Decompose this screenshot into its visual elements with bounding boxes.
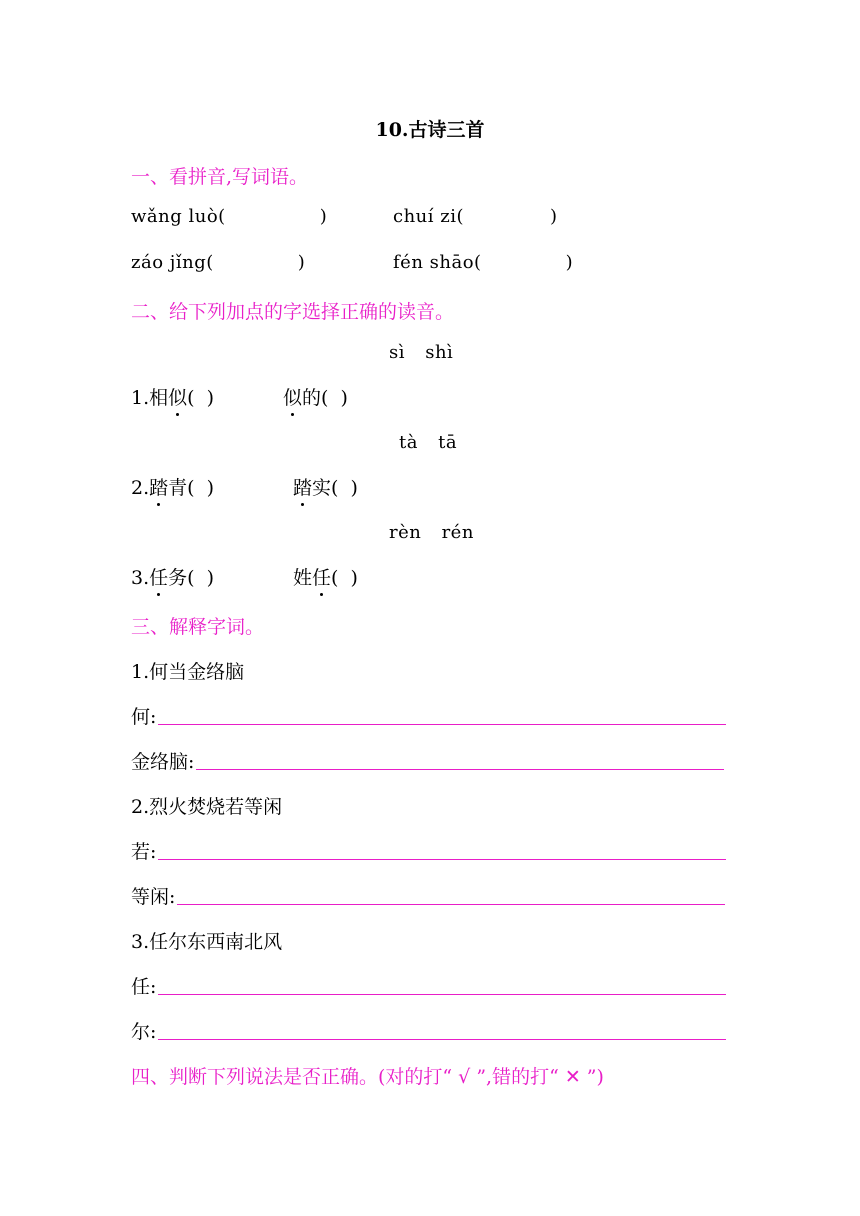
answer-paren: ( ) <box>331 567 358 589</box>
paren-close: ) <box>565 252 574 273</box>
readings-2: tà tā <box>399 432 458 453</box>
readings-3: rèn rén <box>389 522 474 543</box>
dotted-char: 任 <box>312 563 331 590</box>
answer-row <box>131 882 725 909</box>
page-title: 10.古诗三首 <box>375 119 485 141</box>
pinyin-item-2 <box>393 206 558 227</box>
word-part: 务 <box>168 567 188 589</box>
answer-row <box>131 1017 726 1044</box>
dotted-char: 似 <box>283 383 302 410</box>
answer-line[interactable] <box>196 769 724 770</box>
paren-close: ) <box>319 206 328 227</box>
answer-line[interactable] <box>158 859 726 860</box>
dotted-char: 踏 <box>149 473 168 500</box>
pinyin-text: fén shāo( <box>393 252 482 273</box>
section-2-heading: 二、给下列加点的字选择正确的读音。 <box>131 301 455 323</box>
pinyin-text: wǎng luò( <box>131 206 226 227</box>
word-part: 姓 <box>293 567 313 589</box>
dotted-char: 任 <box>149 563 168 590</box>
phrase-2: 2.烈火焚烧若等闲 <box>131 796 283 818</box>
section-4-heading: 四、判断下列说法是否正确。(对的打“ √ ”,错的打“ ✕ ”) <box>131 1066 604 1088</box>
paren-close: ) <box>297 252 306 273</box>
readings-1: sì shì <box>389 342 454 363</box>
answer-paren: ( ) <box>321 387 348 409</box>
pinyin-text: chuí zi( <box>393 206 465 227</box>
answer-paren: ( ) <box>331 477 358 499</box>
answer-line[interactable] <box>158 1039 726 1040</box>
answer-label: 任: <box>131 976 157 998</box>
phrase-1: 1.何当金络脑 <box>131 661 245 683</box>
word-part: 青 <box>168 477 188 499</box>
question-number: 2. <box>131 477 150 499</box>
answer-line[interactable] <box>158 724 726 725</box>
pinyin-text: záo jǐng( <box>131 252 214 273</box>
choice-row-1b <box>283 383 348 410</box>
answer-paren: ( ) <box>187 567 215 589</box>
dotted-char: 踏 <box>293 473 312 500</box>
choice-row-1 <box>131 383 214 410</box>
pinyin-item-1 <box>131 206 327 227</box>
answer-label: 若: <box>131 841 157 863</box>
answer-label: 何: <box>131 706 157 728</box>
answer-line[interactable] <box>177 904 725 905</box>
word-part: 的 <box>302 387 322 409</box>
question-number: 1. <box>131 387 150 409</box>
answer-label: 尔: <box>131 1021 157 1043</box>
paren-close: ) <box>550 206 558 227</box>
answer-row <box>131 702 726 729</box>
question-number: 3. <box>131 567 150 589</box>
answer-line[interactable] <box>158 994 726 995</box>
answer-paren: ( ) <box>187 477 215 499</box>
choice-row-2b <box>293 473 358 500</box>
phrase-3: 3.任尔东西南北风 <box>131 931 283 953</box>
pinyin-item-4 <box>393 252 573 273</box>
answer-label: 金络脑: <box>131 751 195 773</box>
choice-row-3b <box>293 563 358 590</box>
choice-row-3 <box>131 563 214 590</box>
answer-row <box>131 972 726 999</box>
section-1-heading: 一、看拼音,写词语。 <box>131 166 309 188</box>
answer-label: 等闲: <box>131 886 176 908</box>
pinyin-item-3 <box>131 252 305 273</box>
dotted-char: 似 <box>168 383 187 410</box>
answer-paren: ( ) <box>187 387 215 409</box>
section-3-heading: 三、解释字词。 <box>131 616 265 638</box>
choice-row-2 <box>131 473 214 500</box>
answer-row <box>131 747 724 774</box>
answer-row <box>131 837 726 864</box>
word-part: 相 <box>149 387 169 409</box>
word-part: 实 <box>312 477 332 499</box>
